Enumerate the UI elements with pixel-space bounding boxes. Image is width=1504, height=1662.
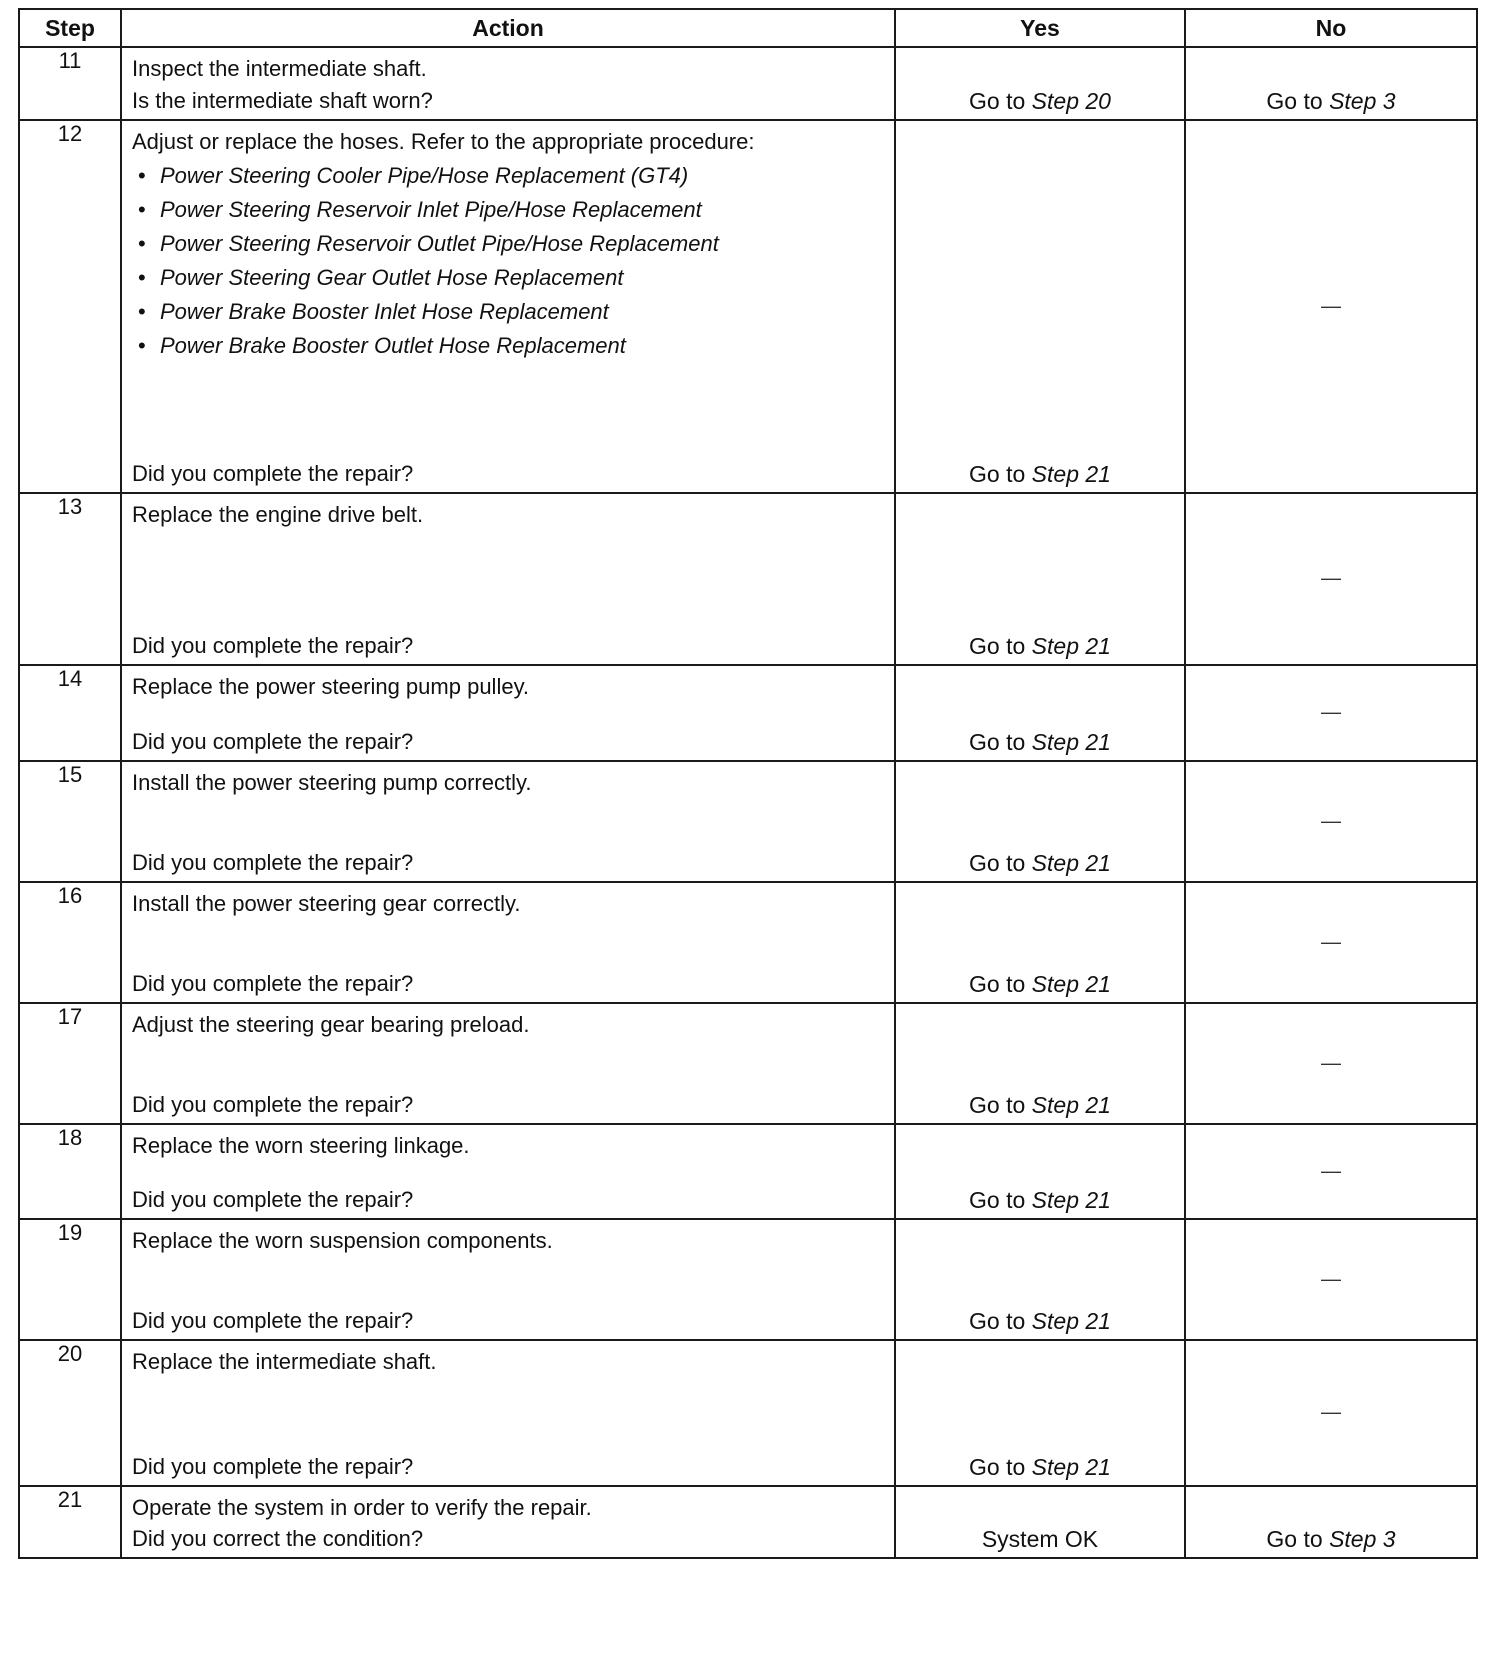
yes-cell — [895, 761, 1185, 882]
table-row-step-14 — [19, 665, 1477, 761]
no-dash: — — [1321, 1160, 1341, 1182]
no-cell — [1185, 1486, 1477, 1558]
table-row-step-16 — [19, 882, 1477, 1003]
question-text: Did you correct the condition? — [132, 1526, 424, 1551]
yes-result: Go to Step 21 — [969, 633, 1111, 659]
diagnostic-table — [18, 8, 1478, 1559]
action-cell — [121, 120, 895, 493]
step-link[interactable]: Step 21 — [1031, 461, 1111, 487]
yes-cell — [895, 1003, 1185, 1124]
yes-result: Go to Step 21 — [969, 729, 1111, 755]
question-text: Did you complete the repair? — [132, 729, 414, 754]
step-number: 16 — [19, 882, 121, 1003]
no-cell — [1185, 493, 1477, 665]
yes-result: Go to Step 21 — [969, 1454, 1111, 1480]
yes-cell — [895, 1124, 1185, 1219]
question-text: Did you complete the repair? — [132, 461, 414, 486]
action-cell — [121, 47, 895, 120]
action-cell — [121, 1340, 895, 1486]
no-dash: — — [1321, 810, 1341, 832]
yes-cell — [895, 1219, 1185, 1340]
action-cell — [121, 882, 895, 1003]
table-row-step-12 — [19, 120, 1477, 493]
procedure-list — [132, 159, 884, 363]
procedure-link[interactable]: • Power Brake Booster Inlet Hose Replacement — [160, 295, 884, 329]
step-link[interactable]: Step 21 — [1031, 850, 1111, 876]
no-dash: — — [1321, 701, 1341, 724]
step-link[interactable]: Step 21 — [1031, 1454, 1111, 1480]
no-dash: — — [1321, 567, 1341, 590]
step-number: 15 — [19, 761, 121, 882]
step-number: 17 — [19, 1003, 121, 1124]
action-cell — [121, 665, 895, 761]
header-no: No — [1185, 9, 1477, 47]
step-number: 12 — [19, 120, 121, 493]
yes-cell — [895, 882, 1185, 1003]
action-cell — [121, 493, 895, 665]
table-row-step-13 — [19, 493, 1477, 665]
procedure-link[interactable]: • Power Steering Gear Outlet Hose Replacement — [160, 261, 884, 295]
action-text: Adjust the steering gear bearing preload. — [132, 1012, 530, 1037]
step-link[interactable]: Step 21 — [1031, 1308, 1111, 1334]
no-dash: — — [1321, 1268, 1341, 1290]
yes-cell — [895, 1340, 1185, 1486]
step-link[interactable]: Step 21 — [1031, 729, 1111, 755]
step-link[interactable]: Step 3 — [1329, 88, 1396, 114]
header-row — [19, 9, 1477, 47]
no-cell — [1185, 761, 1477, 882]
action-text: Replace the worn steering linkage. — [132, 1133, 470, 1158]
procedure-link[interactable]: • Power Brake Booster Outlet Hose Replacement — [160, 329, 884, 363]
no-dash: — — [1321, 1052, 1341, 1074]
table-row-step-11 — [19, 47, 1477, 120]
step-link[interactable]: Step 21 — [1031, 971, 1111, 997]
question-text: Did you complete the repair? — [132, 1092, 414, 1117]
yes-result: Go to Step 21 — [969, 1092, 1111, 1118]
no-cell — [1185, 882, 1477, 1003]
header-step: Step — [19, 9, 121, 47]
step-number: 14 — [19, 665, 121, 761]
table-row-step-21 — [19, 1486, 1477, 1558]
question-text: Did you complete the repair? — [132, 1187, 414, 1212]
action-text: Replace the engine drive belt. — [132, 502, 424, 527]
no-dash: — — [1321, 295, 1341, 317]
no-cell — [1185, 1219, 1477, 1340]
yes-cell — [895, 493, 1185, 665]
table-row-step-15 — [19, 761, 1477, 882]
question-text: Did you complete the repair? — [132, 633, 414, 658]
yes-result: Go to Step 21 — [969, 1308, 1111, 1334]
action-text: Replace the worn suspension components. — [132, 1228, 553, 1253]
no-cell — [1185, 1124, 1477, 1219]
action-cell — [121, 1486, 895, 1558]
step-link[interactable]: Step 3 — [1329, 1526, 1396, 1552]
procedure-link[interactable]: • Power Steering Reservoir Inlet Pipe/Hose Replacement — [160, 193, 884, 227]
no-result: Go to Step 3 — [1266, 1526, 1396, 1552]
no-cell — [1185, 1003, 1477, 1124]
step-number: 18 — [19, 1124, 121, 1219]
table-row-step-20 — [19, 1340, 1477, 1486]
action-text: Install the power steering pump correctly. — [132, 770, 532, 795]
table-row-step-17 — [19, 1003, 1477, 1124]
yes-result: Go to Step 21 — [969, 971, 1111, 997]
no-cell — [1185, 47, 1477, 120]
no-cell — [1185, 1340, 1477, 1486]
no-cell — [1185, 665, 1477, 761]
action-text: Install the power steering gear correctly. — [132, 891, 521, 916]
step-number: 19 — [19, 1219, 121, 1340]
header-action: Action — [121, 9, 895, 47]
question-text: Did you complete the repair? — [132, 1308, 414, 1333]
yes-cell — [895, 665, 1185, 761]
action-text: Adjust or replace the hoses. Refer to the appropriate procedure: — [132, 129, 755, 154]
question-text: Is the intermediate shaft worn? — [132, 88, 433, 113]
question-text: Did you complete the repair? — [132, 971, 414, 996]
table-row-step-19 — [19, 1219, 1477, 1340]
action-cell — [121, 1219, 895, 1340]
question-text: Did you complete the repair? — [132, 850, 414, 875]
header-yes: Yes — [895, 9, 1185, 47]
step-link[interactable]: Step 21 — [1031, 1092, 1111, 1118]
yes-cell — [895, 120, 1185, 493]
yes-result: Go to Step 21 — [969, 461, 1111, 487]
no-cell — [1185, 120, 1477, 493]
yes-cell — [895, 1486, 1185, 1558]
action-cell — [121, 1124, 895, 1219]
yes-result: Go to Step 21 — [969, 850, 1111, 876]
no-result: Go to Step 3 — [1266, 88, 1396, 114]
step-number: 11 — [19, 47, 121, 120]
action-block — [132, 125, 884, 363]
step-link[interactable]: Step 21 — [1031, 1187, 1111, 1213]
action-text: Inspect the intermediate shaft. — [132, 56, 427, 81]
action-text: Operate the system in order to verify the repair. — [132, 1495, 592, 1520]
procedure-link[interactable]: • Power Steering Cooler Pipe/Hose Replacement (GT4) — [160, 159, 884, 193]
step-link[interactable]: Step 21 — [1031, 633, 1111, 659]
yes-cell — [895, 47, 1185, 120]
yes-result: Go to Step 21 — [969, 1187, 1111, 1213]
step-number: 21 — [19, 1486, 121, 1558]
question-text: Did you complete the repair? — [132, 1454, 414, 1479]
action-text: Replace the intermediate shaft. — [132, 1349, 437, 1374]
step-link[interactable]: Step 20 — [1031, 88, 1111, 114]
yes-result: Go to Step 20 — [969, 88, 1111, 114]
action-cell — [121, 1003, 895, 1124]
step-number: 13 — [19, 493, 121, 665]
no-dash: — — [1321, 931, 1341, 953]
action-cell — [121, 761, 895, 882]
yes-result: System OK — [981, 1526, 1099, 1552]
procedure-link[interactable]: • Power Steering Reservoir Outlet Pipe/Hose Replacement — [160, 227, 884, 261]
table-row-step-18 — [19, 1124, 1477, 1219]
no-dash: — — [1321, 1401, 1341, 1424]
action-text: Replace the power steering pump pulley. — [132, 674, 530, 699]
step-number: 20 — [19, 1340, 121, 1486]
